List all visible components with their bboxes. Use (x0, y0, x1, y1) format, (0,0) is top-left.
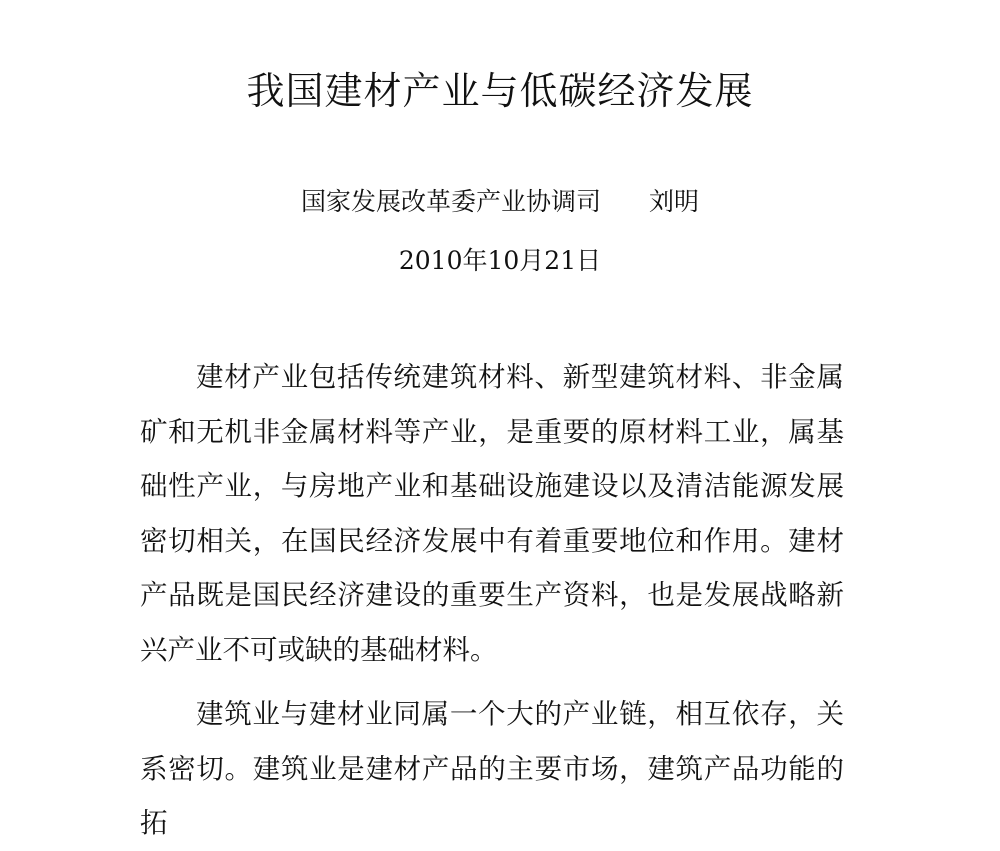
author-name: 刘明 (649, 187, 700, 216)
byline (0, 184, 1000, 220)
document-date: 2010年10月21日 (398, 246, 602, 275)
document-title: 我国建材产业与低碳经济发展 (246, 69, 754, 113)
paragraph-1: 建材产业包括传统建筑材料、新型建筑材料、非金属矿和无机非金属材料等产业，是重要的原材料工业，属基础性产业，与房地产业和基础设施建设以及清洁能源发展密切相关，在国民经济发展中有着重要地位和作用。建材产品既是国民经济建设的重要生产资料，也是发展战略新兴产业不可或缺的基础材料。 (140, 361, 844, 666)
paragraph-2: 建筑业与建材业同属一个大的产业链，相互依存，关系密切。建筑业是建材产品的主要市场，建筑产品功能的拓 (140, 698, 844, 839)
author-department: 国家发展改革委产业协调司 (300, 187, 601, 216)
